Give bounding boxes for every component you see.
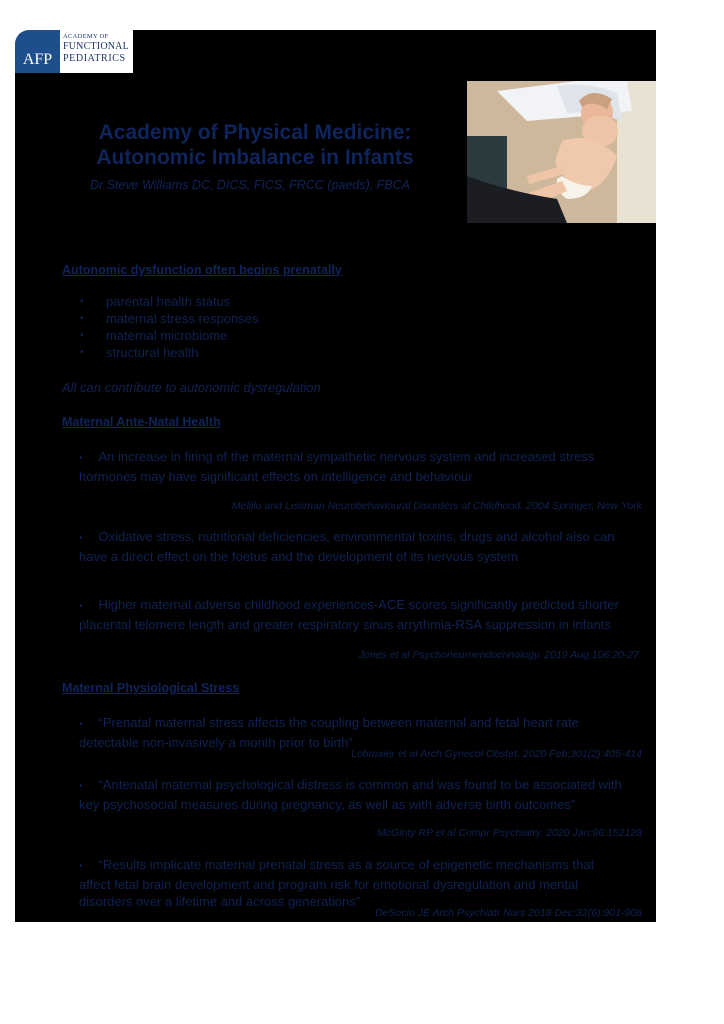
citation: Jones et al Psychoneuroendocrinology. 2019 Aug;106:20-27. bbox=[358, 649, 642, 661]
infant-photo-illustration bbox=[467, 81, 656, 223]
poster-panel bbox=[15, 30, 656, 922]
logo-mark: AFP bbox=[15, 30, 60, 73]
citation: Melillo and Leisman Neurobehavioural Disorders of Childhood. 2004 Springer, New York bbox=[231, 500, 642, 512]
stress-paragraph-2: • “Antenatal maternal psychological distress is common and was found to be associated with key psychosocial measures during pregnancy, as well as with adverse birth outcomes” bbox=[79, 777, 622, 812]
logo-line-1: ACADEMY OF bbox=[63, 33, 109, 40]
heading-physiological-stress: Maternal Physiological Stress bbox=[62, 681, 240, 695]
antenatal-paragraph-1: • An increase in firing of the maternal sympathetic nervous system and increased stress hormones may have significant effects on intelligence and behaviour bbox=[79, 449, 595, 484]
logo-line-3: PEDIATRICS bbox=[63, 52, 126, 64]
antenatal-paragraph-2: • Oxidative stress, nutritional deficiencies, environmental toxins, drugs and alcohol also can have a direct effect on the foetus and the development of its nervous system bbox=[79, 529, 615, 564]
stress-paragraph-3: • “Results implicate maternal prenatal stress as a source of epigenetic mechanisms that affect fetal brain development and program risk for emotional dysregulation and mental disorders over a lifetime and across generations” bbox=[79, 857, 595, 909]
logo-line-2: FUNCTIONAL bbox=[63, 40, 129, 52]
stress-paragraph-1: • “Prenatal maternal stress affects the coupling between maternal and fetal heart rate detectable non-invasively a month prior to birth” bbox=[79, 715, 579, 750]
list-item: • structural health bbox=[80, 344, 258, 361]
heading-antenatal: Maternal Ante-Natal Health bbox=[62, 415, 221, 429]
citation: DeSocio JE Arch Psychiatr Nurs 2018 Dec;32(6):901-906 bbox=[375, 907, 642, 919]
afp-logo bbox=[15, 30, 133, 73]
heading-prenatal: Autonomic dysfunction often begins prenatally bbox=[62, 263, 342, 277]
page-title bbox=[55, 120, 455, 170]
list-item: • parental health status bbox=[80, 293, 258, 310]
logo-wordmark bbox=[60, 30, 133, 73]
list-item: • maternal microbiome bbox=[80, 327, 258, 344]
author-byline: Dr Steve Williams DC, DICS, FICS, FRCC (paeds), FBCA bbox=[89, 178, 411, 192]
citation: Lobmaier et al Arch Gynecol Obstet. 2020 Feb;301(2):405-414 bbox=[351, 748, 642, 760]
dysregulation-note: All can contribute to autonomic dysregulation bbox=[62, 380, 321, 395]
citation: McGinty RP et al Compr Psychiatry. 2020 Jan;96:152128 bbox=[377, 827, 642, 839]
title-line-1: Academy of Physical Medicine: bbox=[98, 121, 412, 144]
prenatal-factor-list bbox=[80, 293, 258, 361]
antenatal-paragraph-3: • Higher maternal adverse childhood experiences-ACE scores significantly predicted shorter placental telomere length and greater respiratory sinus arrythmia-RSA suppression in infants bbox=[79, 597, 619, 632]
title-line-2: Autonomic Imbalance in Infants bbox=[96, 146, 414, 169]
infant-photo bbox=[467, 81, 656, 223]
list-item: • maternal stress responses bbox=[80, 310, 258, 327]
